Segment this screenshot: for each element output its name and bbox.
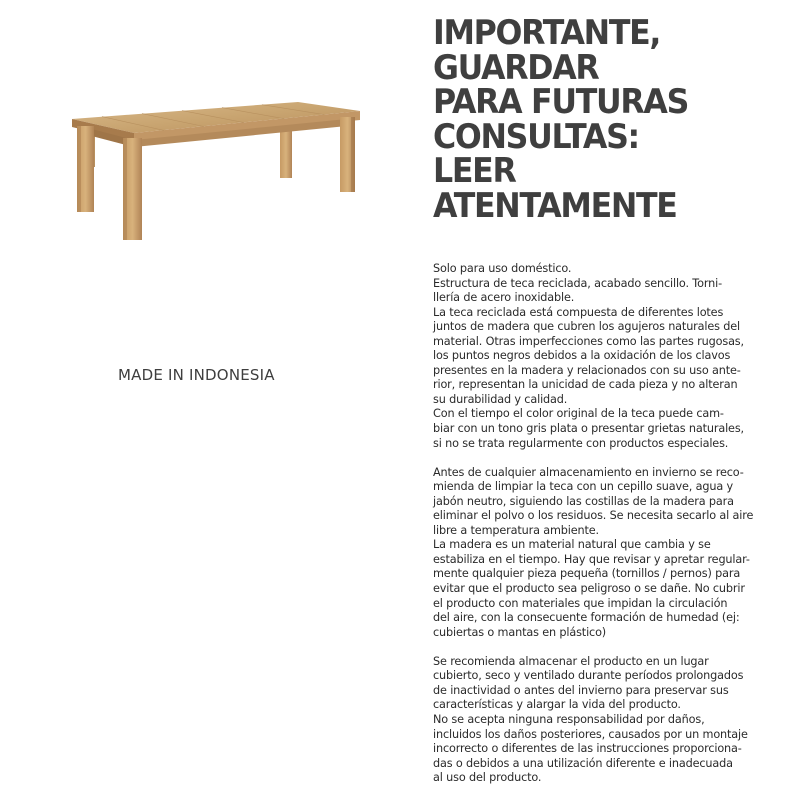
title-line: LEER — [433, 151, 516, 191]
text-line: Se recomienda almacenar el producto en un lugar — [433, 654, 709, 668]
text-line: si no se trata regularmente con productos especiales. — [433, 436, 729, 450]
text-line: de inactividad o antes del invierno para preservar sus — [433, 683, 729, 697]
text-line: La teca reciclada está compuesta de diferentes lotes — [433, 305, 724, 319]
paragraph-block-3 — [433, 655, 783, 786]
text-line: Estructura de teca reciclada, acabado sencillo. Torni- — [433, 276, 722, 290]
text-line: incluidos los daños posteriores, causados por un montaje — [433, 727, 748, 741]
text-line: llería de acero inoxidable. — [433, 291, 575, 305]
text-line: los puntos negros debidos a la oxidación de los clavos — [433, 349, 731, 363]
text-line: biar con un tono gris plata o presentar grietas naturales, — [433, 422, 744, 436]
text-line: libre a temperatura ambiente. — [433, 523, 599, 537]
title-line: GUARDAR — [433, 47, 599, 88]
text-line: presentes en la madera y relacionados con su uso ante- — [433, 363, 741, 377]
title-line: PARA FUTURAS — [433, 82, 689, 122]
text-line: evitar que el producto sea peligroso o se dañe. No cubrir — [433, 582, 745, 596]
title-line: IMPORTANTE, — [433, 13, 661, 53]
instructions-body — [433, 262, 783, 786]
title-line: CONSULTAS: — [433, 116, 639, 157]
text-line: características y alargar la vida del producto. — [433, 698, 681, 712]
paragraph-block-2 — [433, 466, 783, 641]
paragraph-spacer — [433, 640, 783, 655]
text-line: juntos de madera que cubren los agujeros naturales del — [433, 320, 741, 334]
text-line: das o debidos a una utilización diferente e inadecuada — [433, 756, 733, 770]
paragraph-block-1 — [433, 262, 783, 451]
text-line: cubierto, seco y ventilado durante períodos prolongados — [433, 669, 744, 683]
text-line: Solo para uso doméstico. — [433, 262, 572, 275]
title-line: ATENTAMENTE — [433, 185, 677, 226]
text-line: Con el tiempo el color original de la teca puede cam- — [433, 407, 724, 421]
text-line: incorrecto o diferentes de las instrucciones proporciona- — [433, 742, 742, 756]
text-line: al uso del producto. — [433, 771, 542, 785]
text-line: rior, representan la unicidad de cada pieza y no alteran — [433, 378, 738, 392]
text-line: eliminar el polvo o los residuos. Se necesita secarlo al aire — [433, 509, 754, 523]
text-line: el producto con materiales que impidan la circulación — [433, 596, 728, 610]
text-line: No se acepta ninguna responsabilidad por daños, — [433, 712, 705, 726]
text-line: La madera es un material natural que cambia y se — [433, 538, 711, 552]
paragraph-spacer — [433, 451, 783, 466]
teak-dining-table-image — [62, 95, 372, 255]
page-title — [433, 13, 763, 226]
instructions-panel — [433, 0, 788, 785]
text-line: material. Otras imperfecciones como las partes rugosas, — [433, 334, 744, 348]
text-line: Antes de cualquier almacenamiento en invierno se reco- — [433, 465, 744, 479]
text-line: cubiertas o mantas en plástico) — [433, 625, 607, 639]
text-line: del aire, con la consecuente formación de humedad (ej: — [433, 611, 740, 625]
made-in-label: MADE IN INDONESIA — [118, 366, 275, 384]
text-line: su durabilidad y calidad. — [433, 392, 568, 406]
text-line: mente qualquier pieza pequeña (tornillos / pernos) para — [433, 567, 741, 581]
text-line: mienda de limpiar la teca con un cepillo suave, agua y — [433, 480, 734, 494]
text-line: estabiliza en el tiempo. Hay que revisar y apretar regular- — [433, 552, 750, 566]
text-line: jabón neutro, siguiendo las costillas de la madera para — [433, 494, 734, 508]
